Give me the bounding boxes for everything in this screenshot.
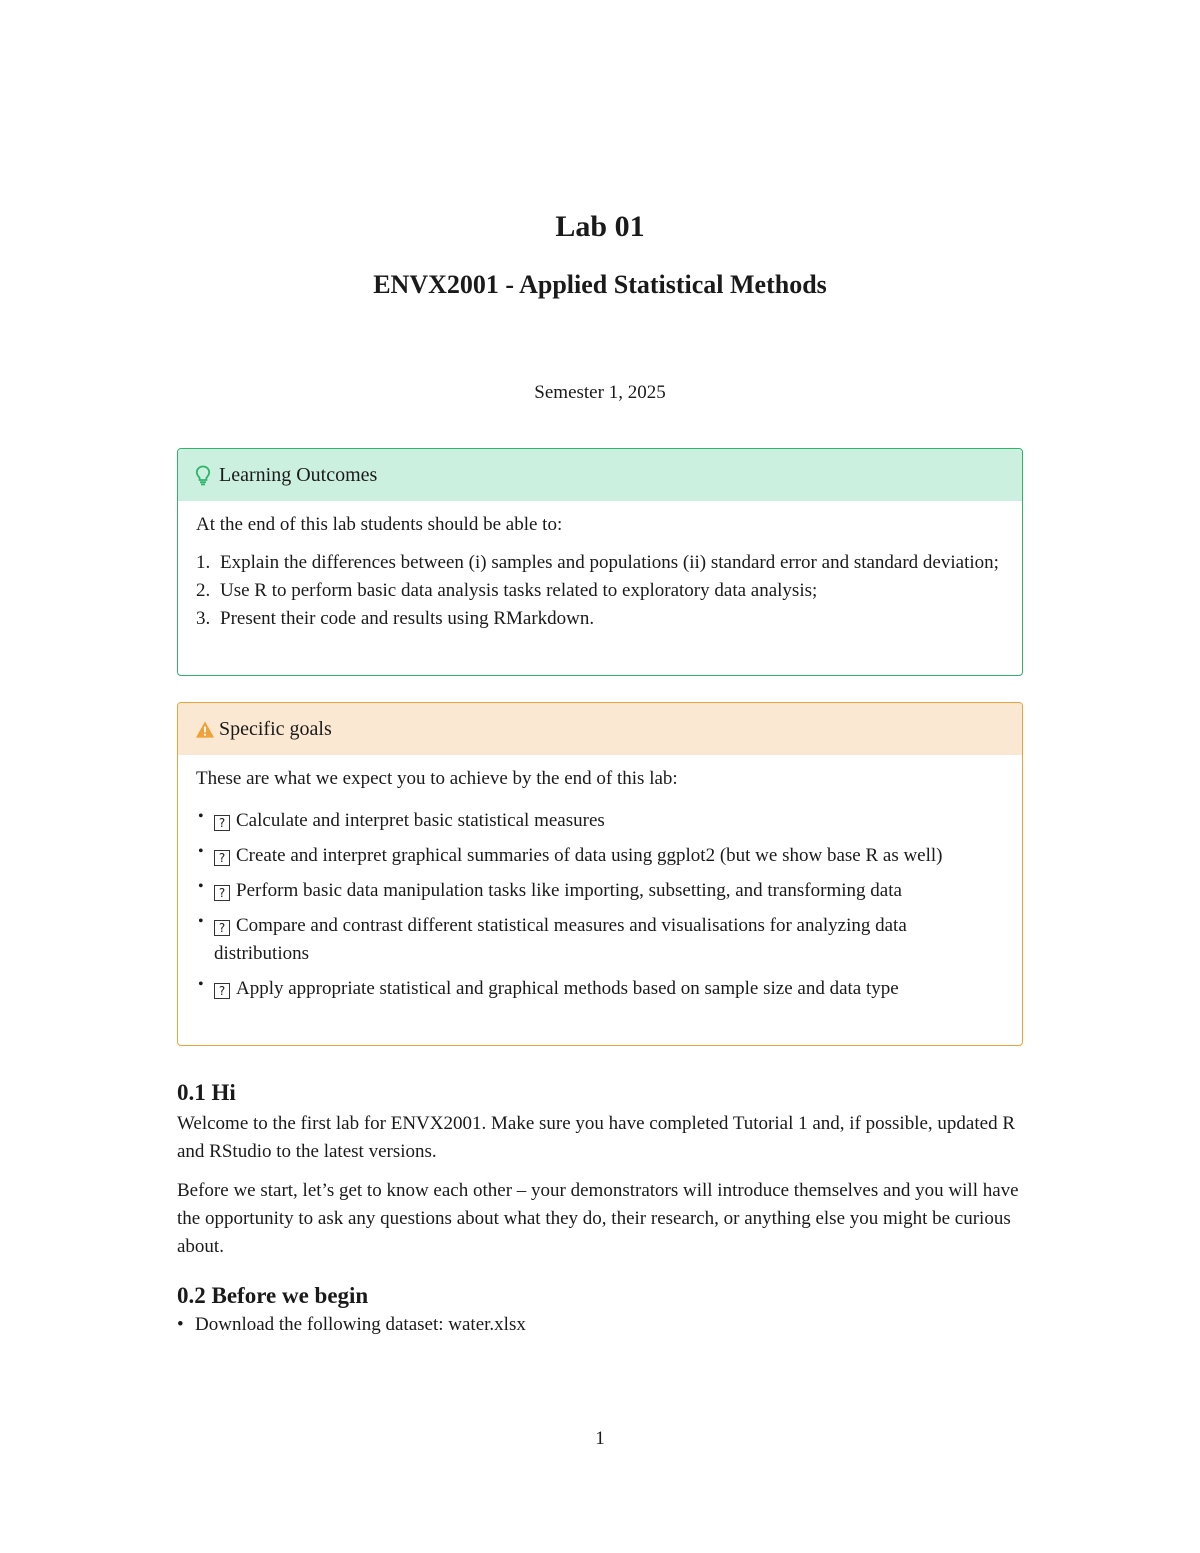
specific-goals-callout — [177, 702, 1023, 1046]
checkbox-placeholder: ? — [214, 885, 230, 901]
list-item: • ? Compare and contrast different statistical measures and visualisations for analyzing data distributions — [198, 913, 907, 964]
list-item — [196, 577, 1006, 605]
list-item-text: Compare and contrast different statistical measures and visualisations for analyzing data distributions — [214, 915, 907, 964]
learning-outcomes-header — [178, 449, 1022, 501]
list-item — [196, 549, 1006, 577]
list-number: 3. — [196, 608, 211, 629]
warning-icon — [195, 718, 215, 740]
list-number: 2. — [196, 580, 211, 601]
document-title: Lab 01 — [555, 210, 645, 243]
list-item: • ? Perform basic data manipulation tasks like importing, subsetting, and transforming data — [198, 878, 902, 901]
document-date: Semester 1, 2025 — [534, 382, 666, 403]
document-subtitle: ENVX2001 - Applied Statistical Methods — [373, 270, 827, 299]
list-item-text: Calculate and interpret basic statistical measures — [236, 810, 605, 831]
list-item: • ? Apply appropriate statistical and graphical methods based on sample size and data type — [198, 976, 899, 999]
learning-outcomes-intro: At the end of this lab students should be able to: — [196, 514, 563, 535]
list-item-text: Present their code and results using RMarkdown. — [220, 608, 595, 629]
specific-goals-header — [178, 703, 1022, 755]
specific-goals-intro: These are what we expect you to achieve by the end of this lab: — [196, 768, 678, 789]
section-heading: 0.2 Before we begin — [177, 1283, 369, 1308]
checkbox-placeholder: ? — [214, 850, 230, 866]
learning-outcomes-list — [196, 549, 1006, 633]
list-item — [196, 605, 1006, 633]
list-item-text: Apply appropriate statistical and graphical methods based on sample size and data type — [236, 978, 899, 999]
list-item-text: Use R to perform basic data analysis tasks related to exploratory data analysis; — [220, 580, 818, 601]
section-before-we-begin — [177, 1283, 1027, 1339]
specific-goals-list — [196, 807, 1006, 1003]
list-item: • Download the following dataset: water.xlsx — [177, 1314, 526, 1335]
list-number: 1. — [196, 552, 211, 573]
checkbox-placeholder: ? — [214, 920, 230, 936]
list-item-text: Perform basic data manipulation tasks like importing, subsetting, and transforming data — [236, 880, 902, 901]
lightbulb-icon — [195, 464, 215, 486]
checkbox-placeholder: ? — [214, 983, 230, 999]
list-item: • ? Create and interpret graphical summaries of data using ggplot2 (but we show base R as well) — [198, 843, 943, 866]
list-item-text: Download the following dataset: water.xlsx — [195, 1314, 526, 1335]
list-item-text: Explain the differences between (i) samples and populations (ii) standard error and standard deviation; — [220, 552, 999, 573]
page-number: 1 — [595, 1428, 605, 1449]
list-item: • ? Calculate and interpret basic statistical measures — [198, 808, 605, 831]
paragraph: Welcome to the first lab for ENVX2001. Make sure you have completed Tutorial 1 and, if possible, updated R and RStudio to the latest versions. — [177, 1113, 1015, 1162]
section-heading: 0.1 Hi — [177, 1080, 236, 1105]
list-item-text: Create and interpret graphical summaries of data using ggplot2 (but we show base R as well) — [236, 845, 943, 866]
specific-goals-title: Specific goals — [219, 717, 332, 740]
learning-outcomes-title: Learning Outcomes — [219, 463, 378, 486]
checkbox-placeholder: ? — [214, 815, 230, 831]
paragraph: Before we start, let’s get to know each other – your demonstrators will introduce themselves and you will have the opportunity to ask any questions about what they do, their research, or anything else you might be curious about. — [177, 1180, 1019, 1257]
section-hi — [177, 1080, 1027, 1261]
learning-outcomes-callout — [177, 448, 1023, 676]
